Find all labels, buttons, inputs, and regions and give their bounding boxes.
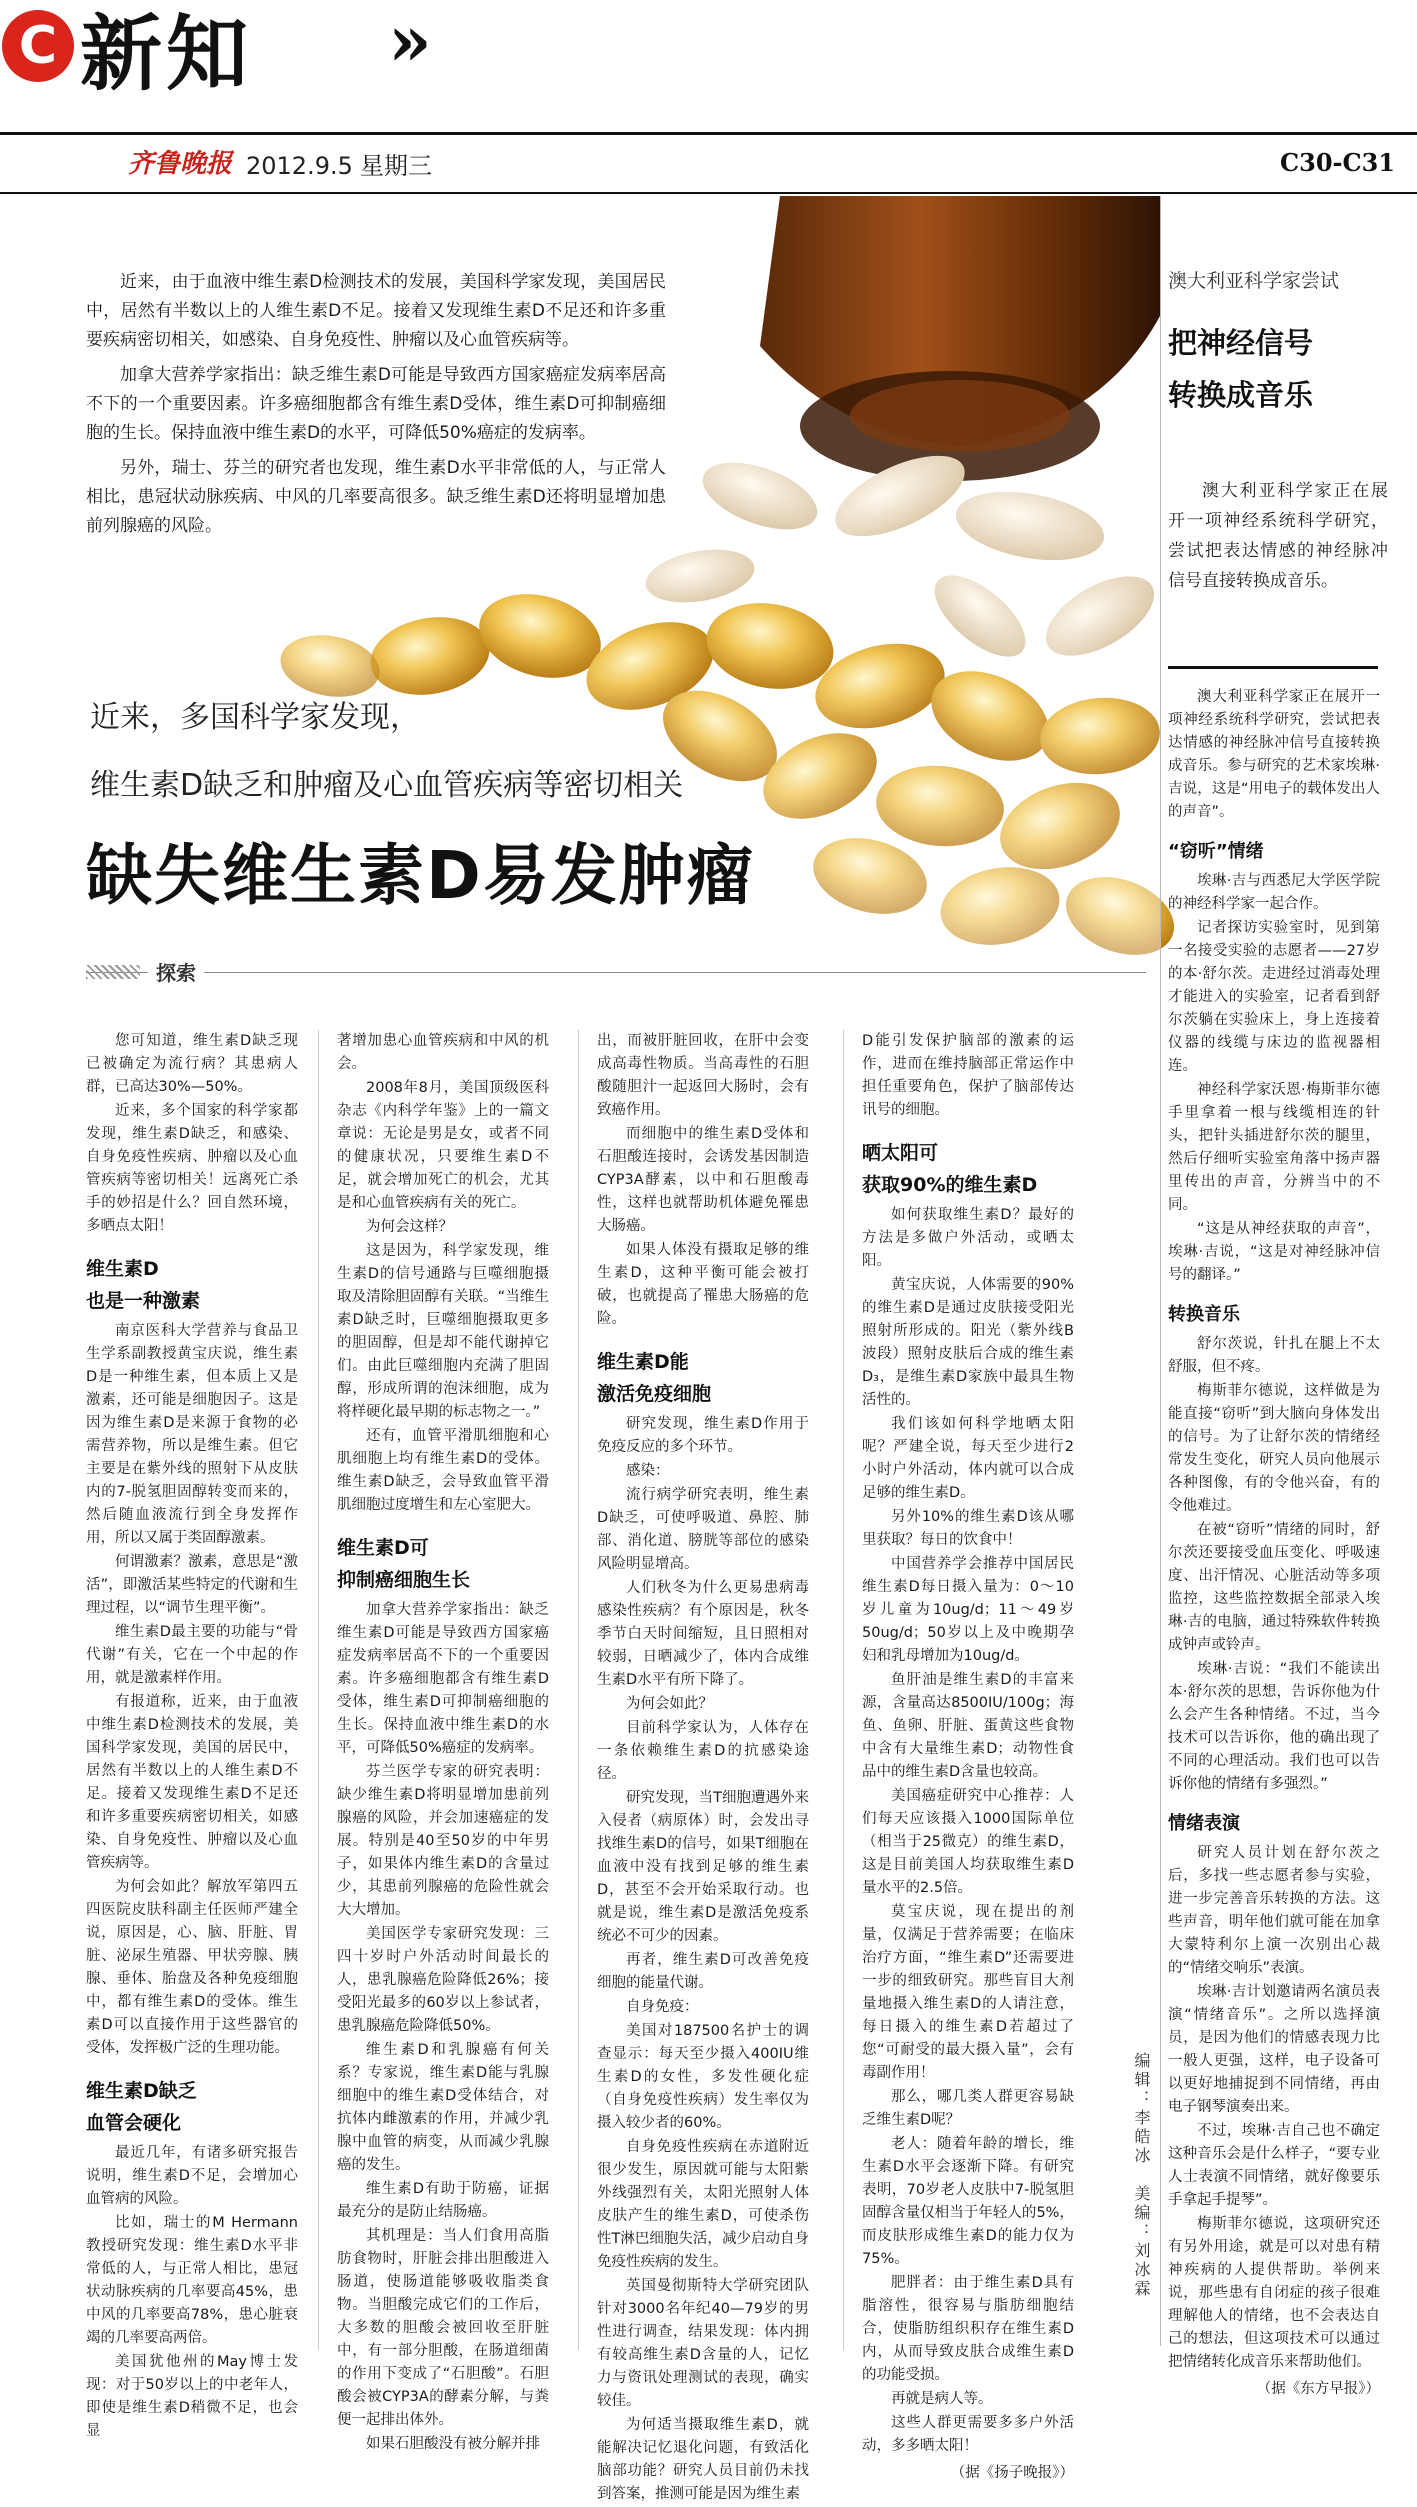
paragraph: 不过，埃琳·吉自己也不确定这种音乐会是什么样子，“要专业人士表演不同情绪，就好像要乐手拿起手提琴”。 — [1168, 2123, 1380, 2208]
sidebar-rule — [1160, 196, 1161, 2346]
paragraph: 南京医科大学营养与食品卫生学系副教授黄宝庆说，维生素D是一种维生素，但本质上又是激素，还可能是细胞因子。这是因为维生素D是来源于食物的必需营养物，所以是维生素。但它主要是在紫外线的照射下从皮肤内的7-脱氢胆固醇转变而来的，然后随血液流行到全身发挥作用，所以又属于类固醇激素。 — [86, 1323, 298, 1546]
paragraph: 记者探访实验室时，见到第一名接受实验的志愿者——27岁的本·舒尔茨。走进经过消毒处理才能进入的实验室，记者看到舒尔茨躺在实验床上，身上连接着仪器的线缆与床边的监视器相连。 — [1168, 920, 1380, 1074]
paragraph: 美国犹他州的May博士发现：对于50岁以上的中老年人，即使是维生素D稍微不足，也会显 — [86, 2354, 298, 2439]
paragraph: 再就是病人等。 — [891, 2391, 993, 2407]
paragraph: 这是因为，科学家发现，维生素D的信号通路与巨噬细胞摄取及清除胆固醇有关联。“当维生素D缺乏时，巨噬细胞摄取更多的胆固醇，但是却不能代谢掉它们。由此巨噬细胞内充满了胆固醇，形成所谓的泡沫细胞，成为将样硬化最早期的标志物之一。” — [337, 1243, 549, 1420]
byline-rule — [86, 972, 1146, 973]
paragraph: 神经科学家沃恩·梅斯菲尔德手里拿着一根与线缆相连的针头，把针头插进舒尔茨的腿里，然后仔细听实验室角落中扬声器里传出的声音，分辨当中的不同。 — [1168, 1082, 1380, 1213]
sidebar-divider — [1168, 666, 1378, 669]
paragraph: 加拿大营养学家指出：缺乏维生素D可能是导致西方国家癌症发病率居高不下的一个重要因素。许多癌细胞都含有维生素D受体，维生素D可抑制癌细胞的生长。保持血液中维生素D的水平，可降低50%癌症的发病率。 — [337, 1602, 549, 1756]
subhead: 血管会硬化 — [86, 2112, 182, 2134]
sidebar-kicker: 澳大利亚科学家尝试 — [1168, 270, 1340, 292]
paragraph: 如果人体没有摄取足够的维生素D，这种平衡可能会被打破，也就提高了罹患大肠癌的危险。 — [597, 1242, 809, 1327]
paragraph: 美国医学专家研究发现：三四十岁时户外活动时间最长的人，患乳腺癌危险降低26%；接受阳光最多的60岁以上参试者，患乳腺癌危险降低50%。 — [337, 1926, 549, 2034]
subhead: 也是一种激素 — [86, 1290, 201, 1312]
paragraph: 出，而被肝脏回收，在肝中会变成高毒性物质。当高毒性的石胆酸随胆汁一起返回大肠时，会有致癌作用。 — [597, 1033, 809, 1118]
paragraph: 美国癌症研究中心推荐：人们每天应该摄入1000国际单位（相当于25微克）的维生素D，这是目前美国人均获取维生素D量水平的2.5倍。 — [862, 1788, 1074, 1896]
subhead: 情绪表演 — [1168, 1813, 1240, 1834]
paragraph: 研究发现，当T细胞遭遇外来入侵者（病原体）时，会发出寻找维生素D的信号，如果T细胞在血液中没有找到足够的维生素D，甚至不会开始采取行动。也就是说，维生素D是激活免疫系统必不可少的因素。 — [597, 1790, 809, 1944]
intro-paragraph: 另外，瑞士、芬兰的研究者也发现，维生素D水平非常低的人，与正常人相比，患冠状动脉疾病、中风的几率要高很多。缺乏维生素D还将明显增加患前列腺癌的风险。 — [86, 458, 666, 536]
paragraph: 黄宝庆说，人体需要的90%的维生素D是通过皮肤接受阳光照射所形成的。阳光（紫外线B波段）照射皮肤后合成的维生素D₃，是维生素D家族中最具生物活性的。 — [862, 1277, 1074, 1408]
paragraph: 为何适当摄取维生素D，就能解决记忆退化问题，有致活化脑部功能？研究人员目前仍未找到答案，推测可能是因为维生素 — [597, 2417, 809, 2502]
intro-text — [86, 268, 666, 547]
paragraph: 为何会这样？ — [366, 1219, 453, 1235]
deck-line-1: 近来，多国科学家发现， — [90, 700, 420, 735]
paragraph: 维生素D最主要的功能与“骨代谢”有关，它在一个中起的作用，就是激素样作用。 — [86, 1624, 298, 1686]
column-rule — [578, 1030, 579, 2350]
issue-weekday: 星期三 — [360, 152, 432, 180]
article-column-1 — [86, 1030, 298, 2444]
newspaper-name: 齐鲁晚报 — [128, 149, 233, 179]
paragraph: 另外10%的维生素D该从哪里获取？每日的饮食中！ — [862, 1509, 1074, 1548]
subhead: 抑制癌细胞生长 — [337, 1569, 471, 1591]
paragraph: 这些人群更需要多多户外活动，多多晒太阳！ — [862, 2415, 1074, 2454]
paragraph: 梅斯菲尔德说，这样做是为能直接“窃听”到大脑向身体发出的信号。为了让舒尔茨的情绪经常发生变化，研究人员向他展示各种图像，有的令他兴奋，有的令他难过。 — [1168, 1383, 1380, 1514]
paragraph: 埃琳·吉计划邀请两名演员表演“情绪音乐”。之所以选择演员，是因为他们的情感表现力比一般人更强，这样，电子设备可以更好地捕捉到不同情绪，再由电子钢琴演奏出来。 — [1168, 1984, 1380, 2115]
column-rule — [318, 1030, 319, 2350]
paragraph: 流行病学研究表明，维生素D缺乏，可使呼吸道、鼻腔、肺部、消化道、膀胱等部位的感染风险明显增高。 — [597, 1487, 809, 1572]
date-rule — [0, 192, 1417, 194]
paragraph: 最近几年，有诸多研究报告说明，维生素D不足，会增加心血管病的风险。 — [86, 2145, 298, 2207]
paragraph: 而细胞中的维生素D受体和石胆酸连接时，会诱发基因制造CYP3A酵素，以中和石胆酸毒性，这样也就帮助机体避免罹患大肠癌。 — [597, 1126, 809, 1234]
paragraph: 埃琳·吉与西悉尼大学医学院的神经科学家一起合作。 — [1168, 873, 1380, 912]
subhead: 转换音乐 — [1168, 1304, 1240, 1325]
bottle — [760, 196, 1160, 481]
source-credit: （据《东方早报》） — [1256, 2381, 1380, 2397]
paragraph: 鱼肝油是维生素D的丰富来源，含量高达8500IU/100g；海鱼、鱼卵、肝脏、蛋黄这些食物中含有大量维生素D；动物性食品中的维生素D含量也较高。 — [862, 1672, 1074, 1780]
paragraph: 美国对187500名护士的调查显示：每天至少摄入400IU维生素D的女性，多发性硬化症（自身免疫性疾病）发生率仅为摄入较少者的60%。 — [597, 2023, 809, 2131]
subhead: 晒太阳可 — [862, 1142, 939, 1164]
paragraph: 维生素D有助于防癌，证据最充分的是防止结肠癌。 — [337, 2181, 549, 2220]
paragraph: 您可知道，维生素D缺乏现已被确定为流行病？其患病人群，已高达30%—50%。 — [86, 1033, 298, 1095]
masthead — [0, 0, 1417, 200]
paragraph: 比如，瑞士的M Hermann教授研究发现：维生素D水平非常低的人，与正常人相比，患冠状动脉疾病的几率要高45%，患中风的几率要高78%，患心脏衰竭的几率要高两倍。 — [86, 2215, 298, 2346]
section-title: 新知 — [80, 6, 253, 102]
subhead: “窃听”情绪 — [1168, 841, 1264, 862]
sidebar-lead: 澳大利亚科学家正在展开一项神经系统科学研究，尝试把表达情感的神经脉冲信号直接转换成音乐。 — [1168, 481, 1388, 591]
paragraph: 在被“窃听”情绪的同时，舒尔茨还要接受血压变化、呼吸速度、出汗情况、心脏活动等多项监控，这些监控数据全部录入埃琳·吉的电脑，通过特殊软件转换成钟声或铃声。 — [1168, 1522, 1380, 1653]
headline: 缺失维生素D易发肿瘤 — [86, 837, 755, 914]
article-column-3 — [597, 1030, 809, 2507]
paragraph: 老人：随着年龄的增长，维生素D水平会逐渐下降。有研究表明，70岁老人皮肤中7-脱氢胆固醇含量仅相当于年轻人的5%，而皮肤形成维生素D的能力仅为75%。 — [862, 2136, 1074, 2267]
paragraph: D能引发保护脑部的激素的运作，进而在维持脑部正常运作中担任重要角色，保护了脑部传达讯号的细胞。 — [862, 1033, 1074, 1118]
column-rule — [843, 1030, 844, 2350]
subhead: 维生素D缺乏 — [86, 2080, 197, 2102]
paragraph: 研究发现，维生素D作用于免疫反应的多个环节。 — [597, 1416, 809, 1455]
paragraph: 近来，多个国家的科学家都发现，维生素D缺乏，和感染、自身免疫性疾病、肿瘤以及心血管疾病等密切相关！远离死亡杀手的妙招是什么？回自然环境，多晒点太阳！ — [86, 1103, 298, 1234]
paragraph: 为何会如此？ — [626, 1696, 713, 1712]
byline-row — [86, 956, 1146, 992]
editor-credit: 编辑：李皓冰 美编：刘冰霖 — [1132, 2052, 1151, 2299]
paragraph: 目前科学家认为，人体存在一条依赖维生素D的抗感染途径。 — [597, 1720, 809, 1782]
subhead: 获取90%的维生素D — [862, 1174, 1038, 1196]
top-rule — [0, 132, 1417, 135]
sidebar-body — [1168, 686, 1380, 2402]
paragraph: 肥胖者：由于维生素D具有脂溶性，很容易与脂肪细胞结合，使脂肪组织积存在维生素D内，从而导致皮肤合成维生素D的功能受损。 — [862, 2275, 1074, 2383]
hero-section — [0, 196, 1160, 1026]
paragraph: “这是从神经获取的声音”，埃琳·吉说，“这是对神经脉冲信号的翻译。” — [1168, 1221, 1380, 1283]
sidebar-title-line-1: 把神经信号 — [1168, 326, 1314, 360]
paragraph: 梅斯菲尔德说，这项研究还有另外用途，就是可以对患有精神疾病的人提供帮助。举例来说，那些患有自闭症的孩子很难理解他人的情绪，也不会表达自己的想法，但这项技术可以通过把情绪转化成音乐来帮助他们。 — [1168, 2216, 1380, 2370]
subhead: 维生素D — [86, 1258, 159, 1280]
paragraph: 如何获取维生素D？最好的方法是多做户外活动，或晒太阳。 — [862, 1207, 1074, 1269]
paragraph: 研究人员计划在舒尔茨之后，多找一些志愿者参与实验，进一步完善音乐转换的方法。这些声音，明年他们就可能在加拿大蒙特利尔上演一次别出心裁的“情绪交响乐”表演。 — [1168, 1845, 1380, 1976]
column-tag: 探索 — [148, 958, 204, 988]
paragraph: 舒尔茨说，针扎在腿上不太舒服，但不疼。 — [1168, 1336, 1380, 1375]
paragraph: 埃琳·吉说：“我们不能读出本·舒尔茨的思想，告诉你他为什么会产生各种情绪。不过，当今技术可以告诉你，他的确出现了不同的心理活动。我们也可以告诉你他的情绪有多强烈。” — [1168, 1661, 1380, 1792]
paragraph: 何谓激素？激素，意思是“激活”，即激活某些特定的代谢和生理过程，以“调节生理平衡”。 — [86, 1554, 298, 1616]
paragraph: 人们秋冬为什么更易患病毒感染性疾病？有个原因是，秋冬季节白天时间缩短，且日照相对较弱，日晒减少了，体内合成维生素D水平有所下降了。 — [597, 1580, 809, 1688]
intro-paragraph: 近来，由于血液中维生素D检测技术的发展，美国科学家发现，美国居民中，居然有半数以上的人维生素D不足。接着又发现维生素D不足还和许多重要疾病密切相关，如感染、自身免疫性、肿瘤以及心血管疾病等。 — [86, 272, 666, 350]
paragraph: 再者，维生素D可改善免疫细胞的能量代谢。 — [597, 1952, 809, 1991]
section-quote-mark: » — [388, 0, 432, 82]
deck-line-2: 维生素D缺乏和肿瘤及心血管疾病等密切相关 — [90, 768, 684, 803]
paragraph: 莫宝庆说，现在提出的剂量，仅满足于营养需要；在临床治疗方面，“维生素D”还需要进一步的细致研究。那些盲目大剂量地摄入维生素D的人请注意，每日摄入的维生素D若超过了您“可耐受的最大摄入量”，会有毒副作用！ — [862, 1904, 1074, 2081]
issue-date: 2012.9.5 — [246, 152, 353, 180]
paragraph: 2008年8月，美国顶级医科杂志《内科学年鉴》上的一篇文章说：无论是男是女，或者不同的健康状况，只要维生素D不足，就会增加死亡的机会，尤其是和心血管疾病有关的死亡。 — [337, 1080, 549, 1211]
paragraph: 自身免疫： — [626, 1999, 699, 2015]
source-credit: （据《扬子晚报》） — [950, 2465, 1074, 2481]
paragraph: 芬兰医学专家的研究表明：缺少维生素D将明显增加患前列腺癌的风险，并会加速癌症的发展。特别是40至50岁的中年男子，如果体内维生素D的含量过少，其患前列腺癌的危险性就会大大增加。 — [337, 1764, 549, 1918]
page-numbers: C30-C31 — [1280, 148, 1395, 177]
section-logo-icon: C — [2, 10, 74, 82]
paragraph: 英国曼彻斯特大学研究团队针对3000名年纪40—79岁的男性进行调查，结果发现：体内拥有较高维生素D含量的人，记忆力与资讯处理测试的表现，确实较佳。 — [597, 2278, 809, 2409]
subhead: 激活免疫细胞 — [597, 1383, 712, 1405]
subhead: 维生素D能 — [597, 1351, 689, 1373]
sidebar-title-line-2: 转换成音乐 — [1168, 378, 1314, 412]
paragraph: 著增加患心血管疾病和中风的机会。 — [337, 1033, 549, 1072]
paragraph: 维生素D和乳腺癌有何关系？专家说，维生素D能与乳腺细胞中的维生素D受体结合，对抗体内雌激素的作用，并减少乳腺中血管的病变，从而减少乳腺癌的发生。 — [337, 2042, 549, 2173]
article-column-4 — [862, 1030, 1074, 2486]
subhead: 维生素D可 — [337, 1537, 429, 1559]
paragraph: 我们该如何科学地晒太阳呢？严建全说，每天至少进行2小时户外活动，体内就可以合成足够的维生素D。 — [862, 1416, 1074, 1501]
paragraph: 那么，哪几类人群更容易缺乏维生素D呢？ — [862, 2089, 1074, 2128]
byline-hatch — [86, 965, 140, 979]
paragraph: 澳大利亚科学家正在展开一项神经系统科学研究，尝试把表达情感的神经脉冲信号直接转换成音乐。参与研究的艺术家埃琳·吉说，这是“用电子的载体发出人的声音”。 — [1168, 689, 1380, 820]
intro-paragraph: 加拿大营养学家指出：缺乏维生素D可能是导致西方国家癌症发病率居高不下的一个重要因素。许多癌细胞都含有维生素D受体，维生素D可抑制癌细胞的生长。保持血液中维生素D的水平，可降低50%癌症的发病率。 — [86, 365, 666, 443]
paragraph: 中国营养学会推荐中国居民维生素D每日摄入量为：0～10岁儿童为10ug/d；11～49岁50ug/d；50岁以上及中晚期孕妇和乳母增加为10ug/d。 — [862, 1556, 1074, 1664]
paragraph: 有报道称，近来，由于血液中维生素D检测技术的发展，美国科学家发现，美国的居民中，居然有半数以上的人维生素D不足。接着又发现维生素D不足还和许多重要疾病密切相关，如感染、自身免疫性、肿瘤以及心血管疾病等。 — [86, 1694, 298, 1871]
paragraph: 为何会如此？解放军第四五四医院皮肤科副主任医师严建全说，原因是，心、脑、肝脏、胃脏、泌尿生殖器、甲状旁腺、胰腺、垂体、胎盘及各种免疫细胞中，都有维生素D的受体。维生素D可以直接作用于这些器官的受体，发挥极广泛的生理功能。 — [86, 1879, 298, 2056]
paragraph: 感染： — [626, 1463, 670, 1479]
paragraph: 还有，血管平滑肌细胞和心肌细胞上均有维生素D的受体。维生素D缺乏，会导致血管平滑肌细胞过度增生和左心室肥大。 — [337, 1428, 549, 1513]
article-column-2 — [337, 1030, 549, 2457]
paragraph: 其机理是：当人们食用高脂肪食物时，肝脏会排出胆酸进入肠道，使肠道能够吸收脂类食物。当胆酸完成它们的工作后，大多数的胆酸会被回收至肝脏中，有一部分胆酸，在肠道细菌的作用下变成了“石胆酸”。石胆酸会被CYP3A的酵素分解，与粪便一起排出体外。 — [337, 2228, 549, 2428]
paragraph: 自身免疫性疾病在赤道附近很少发生，原因就可能与太阳紫外线强烈有关，太阳光照射人体皮肤产生的维生素D，可使杀伤性T淋巴细胞失活，减少启动自身免疫性疾病的发生。 — [597, 2139, 809, 2270]
paragraph: 如果石胆酸没有被分解并排 — [366, 2436, 540, 2452]
